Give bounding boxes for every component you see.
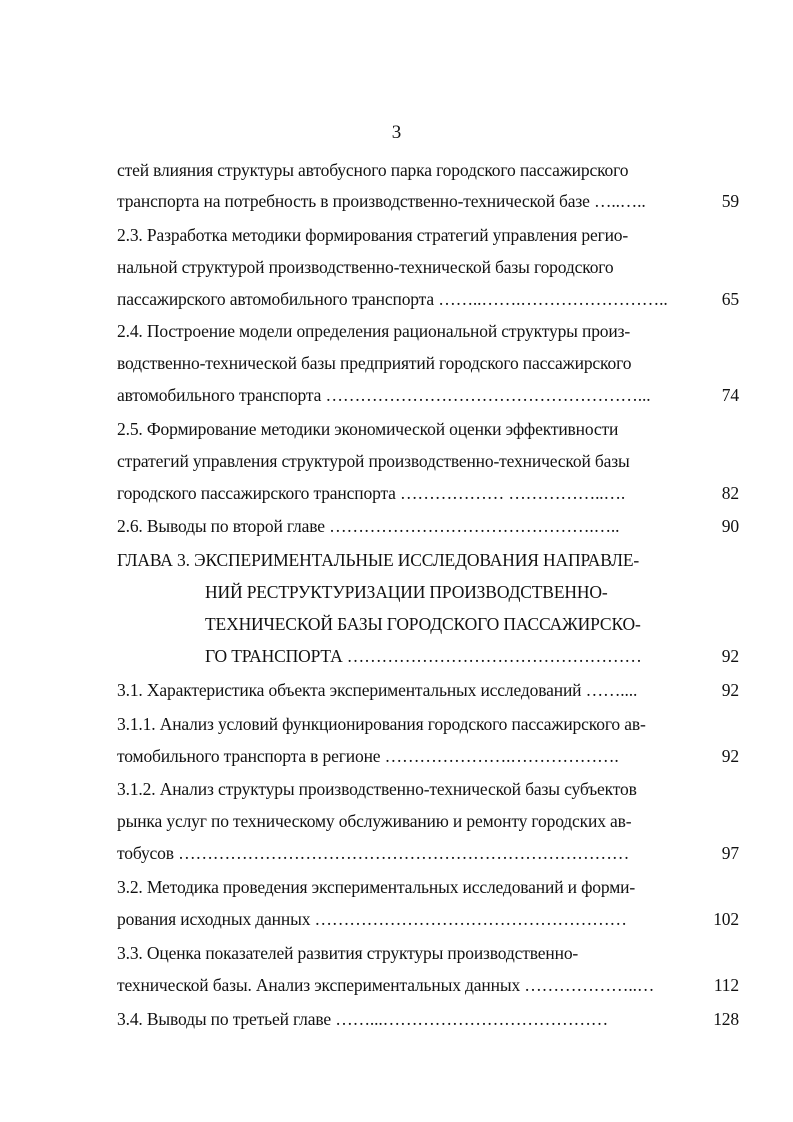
toc-line-page: 92: [721, 646, 739, 666]
toc-line: [117, 478, 739, 508]
toc-line-page: 92: [721, 746, 739, 766]
toc-line-text: стратегий управления структурой производственно-технической базы: [117, 451, 630, 471]
toc-line: [117, 348, 739, 378]
toc-line-page: 97: [721, 843, 739, 863]
toc-line-text: 3.1. Характеристика объекта экспериментальных исследований ……....: [117, 680, 638, 700]
toc-line-page: 112: [713, 975, 739, 995]
toc-line-text: 3.1.2. Анализ структуры производственно-технической базы субъектов: [117, 779, 637, 799]
toc-line-text: ГЛАВА 3. ЭКСПЕРИМЕНТАЛЬНЫЕ ИССЛЕДОВАНИЯ НАПРАВЛЕ-: [117, 550, 640, 570]
toc-line-page: 92: [721, 680, 739, 700]
toc-chapter-heading: [117, 545, 739, 575]
toc-line-text: 2.6. Выводы по второй главе ……………………………………….…..: [117, 516, 620, 536]
toc-line-text: 3.4. Выводы по третьей главе ……...…………………………………: [117, 1009, 609, 1029]
toc-line: [117, 511, 739, 541]
toc-line: [117, 252, 739, 282]
toc-line: [117, 872, 739, 902]
toc-chapter-heading: [205, 609, 739, 639]
toc-line: [117, 806, 739, 836]
toc-line: [117, 774, 739, 804]
toc-chapter-heading: [205, 577, 739, 607]
toc-line-page: 82: [721, 483, 739, 503]
page-number: 3: [391, 122, 402, 143]
toc-line-page: 74: [721, 385, 739, 405]
toc-line-text: ТЕХНИЧЕСКОЙ БАЗЫ ГОРОДСКОГО ПАССАЖИРСКО-: [205, 614, 641, 634]
toc-line-page: 59: [721, 191, 739, 211]
toc-line-text: нальной структурой производственно-технической базы городского: [117, 257, 614, 277]
toc-line-text: автомобильного транспорта ………………………………………………...: [117, 385, 651, 405]
toc-line-text: 3.2. Методика проведения экспериментальных исследований и форми-: [117, 877, 636, 897]
toc-line-text: рынка услуг по техническому обслуживанию и ремонту городских ав-: [117, 811, 632, 831]
toc-line: [117, 741, 739, 771]
toc-line: [117, 675, 739, 705]
toc-line: [117, 709, 739, 739]
toc-line: [117, 316, 739, 346]
toc-line-text: технической базы. Анализ экспериментальных данных ………………..…: [117, 975, 655, 995]
toc-line: [117, 838, 739, 868]
toc-line-text: транспорта на потребность в производственно-технической базе …..…..: [117, 191, 646, 211]
toc-line: [117, 220, 739, 250]
toc-line-page: 128: [713, 1009, 739, 1029]
toc-line-text: 3.3. Оценка показателей развития структуры производственно-: [117, 943, 579, 963]
toc-line-page: 102: [713, 909, 739, 929]
toc-line-page: 90: [721, 516, 739, 536]
toc-line: [117, 446, 739, 476]
toc-line: [117, 155, 739, 185]
toc-line-text: ГО ТРАНСПОРТА ……………………………………………: [205, 646, 642, 666]
toc-line: [117, 904, 739, 934]
toc-line-page: 65: [721, 289, 739, 309]
toc-line-text: НИЙ РЕСТРУКТУРИЗАЦИИ ПРОИЗВОДСТВЕННО-: [205, 582, 608, 602]
toc-line-text: городского пассажирского транспорта ……………… ……………..….: [117, 483, 626, 503]
toc-line-text: 2.4. Построение модели определения рациональной структуры произ-: [117, 321, 631, 341]
toc-line-text: рования исходных данных ………………………………………………: [117, 909, 627, 929]
toc-line-text: томобильного транспорта в регионе ………………….……………….: [117, 746, 619, 766]
toc-line-text: водственно-технической базы предприятий городского пассажирского: [117, 353, 632, 373]
toc-line-text: тобусов ……………………………………………………………………: [117, 843, 630, 863]
toc-line-text: 2.3. Разработка методики формирования стратегий управления регио-: [117, 225, 629, 245]
toc-line-text: 2.5. Формирование методики экономической оценки эффективности: [117, 419, 619, 439]
toc-line: [117, 938, 739, 968]
toc-line-text: стей влияния структуры автобусного парка городского пассажирского: [117, 160, 629, 180]
toc-chapter-heading: [205, 641, 739, 671]
toc-line-text: 3.1.1. Анализ условий функционирования городского пассажирского ав-: [117, 714, 646, 734]
toc-line: [117, 414, 739, 444]
toc-line: [117, 186, 739, 216]
toc-line: [117, 970, 739, 1000]
toc-line-text: пассажирского автомобильного транспорта ……..…….……………………..: [117, 289, 668, 309]
toc-line: [117, 1004, 739, 1034]
toc-line: [117, 284, 739, 314]
toc-line: [117, 380, 739, 410]
